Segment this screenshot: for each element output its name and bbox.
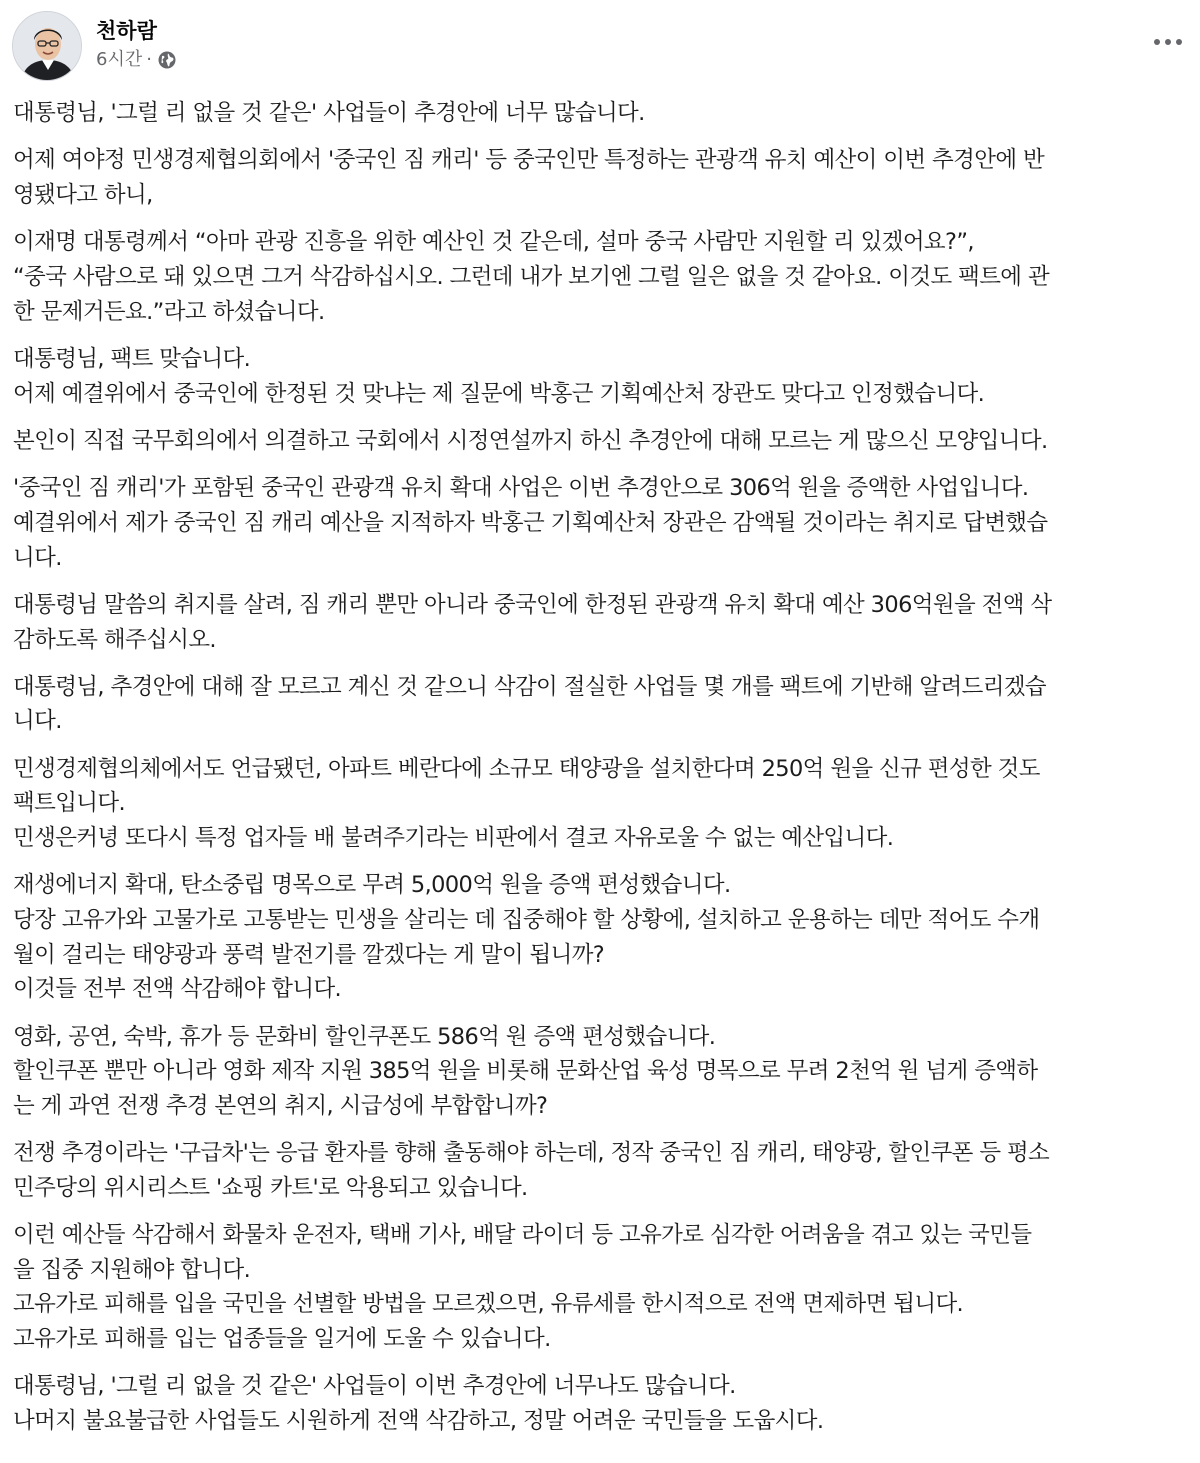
post-paragraph bbox=[13, 143, 1191, 212]
paragraph-line: 이것들 전부 전액 삭감해야 합니다. bbox=[13, 976, 342, 1003]
paragraph-line: 팩트입니다. bbox=[13, 790, 126, 817]
paragraph-line: 대통령님, 추경안에 대해 잘 모르고 계신 것 같으니 삭감이 절실한 사업들 몇 개를 팩트에 기반해 알려드리겠습 bbox=[13, 673, 1047, 700]
post-paragraph bbox=[13, 868, 1191, 1006]
paragraph-line: 대통령님, '그럴 리 없을 것 같은' 사업들이 추경안에 너무 많습니다. bbox=[13, 100, 645, 126]
paragraph-line: 이런 예산들 삭감해서 화물차 운전자, 택배 기사, 배달 라이더 등 고유가로 심각한 어려움을 겪고 있는 국민들 bbox=[13, 1222, 1032, 1249]
paragraph-line: 영됐다고 하니, bbox=[13, 181, 153, 208]
paragraph-line: “중국 사람으로 돼 있으면 그거 삭감하십시오. 그런데 내가 보기엔 그럴 일은 없을 것 같아요. 이것도 팩트에 관 bbox=[13, 263, 1050, 290]
post-paragraph bbox=[13, 588, 1191, 657]
paragraph-line: 감하도록 해주십시오. bbox=[13, 626, 216, 653]
paragraph-line: 대통령님, 팩트 맞습니다. bbox=[13, 345, 251, 372]
post-body bbox=[13, 96, 1191, 1451]
avatar-image bbox=[13, 12, 82, 81]
paragraph-line: 대통령님 말씀의 취지를 살려, 짐 캐리 뿐만 아니라 중국인에 한정된 관광객 유치 확대 예산 306억원을 전액 삭 bbox=[13, 591, 1052, 618]
paragraph-line: 고유가로 피해를 입는 업종들을 일거에 도울 수 있습니다. bbox=[13, 1325, 551, 1352]
paragraph-line: 어제 여야정 민생경제협의회에서 '중국인 짐 캐리' 등 중국인만 특정하는 관광객 유치 예산이 이번 추경안에 반 bbox=[13, 147, 1045, 174]
post-paragraph bbox=[13, 225, 1191, 329]
paragraph-line: 영화, 공연, 숙박, 휴가 등 문화비 할인쿠폰도 586억 원 증액 편성했습니다. bbox=[13, 1023, 716, 1050]
post-paragraph bbox=[13, 1136, 1191, 1205]
post-paragraph bbox=[13, 1369, 1191, 1438]
paragraph-line: 전쟁 추경이라는 '구급차'는 응급 환자를 향해 출동해야 하는데, 정작 중국인 짐 캐리, 태양광, 할인쿠폰 등 평소 bbox=[13, 1140, 1050, 1167]
post-paragraph bbox=[13, 424, 1191, 459]
paragraph-line: 본인이 직접 국무회의에서 의결하고 국회에서 시정연설까지 하신 추경안에 대해 모르는 게 많으신 모양입니다. bbox=[13, 427, 1048, 454]
paragraph-line: 민주당의 위시리스트 '쇼핑 카트'로 악용되고 있습니다. bbox=[13, 1174, 528, 1201]
paragraph-line: 나머지 불요불급한 사업들도 시원하게 전액 삭감하고, 정말 어려운 국민들을 도웁시다. bbox=[13, 1407, 824, 1434]
post-paragraph bbox=[13, 1218, 1191, 1356]
paragraph-line: 민생경제협의체에서도 언급됐던, 아파트 베란다에 소규모 태양광을 설치한다며 250억 원을 신규 편성한 것도 bbox=[13, 755, 1040, 782]
paragraph-line: 이재명 대통령께서 “아마 관광 진흥을 위한 예산인 것 같은데, 설마 중국 사람만 지원할 리 있겠어요?”, bbox=[13, 229, 974, 256]
post-paragraph bbox=[13, 96, 1191, 131]
paragraph-line: 한 문제거든요.”라고 하셨습니다. bbox=[13, 298, 325, 325]
post-header bbox=[12, 11, 1188, 83]
paragraph-line: 니다. bbox=[13, 544, 62, 571]
paragraph-line: 어제 예결위에서 중국인에 한정된 것 맞냐는 제 질문에 박홍근 기획예산처 장관도 맞다고 인정했습니다. bbox=[13, 380, 985, 407]
author-name[interactable]: 천하람 bbox=[96, 19, 157, 43]
meta-separator: · bbox=[146, 49, 152, 70]
author-avatar[interactable] bbox=[12, 11, 82, 81]
post-paragraph bbox=[13, 342, 1191, 411]
globe-icon[interactable] bbox=[157, 50, 177, 70]
more-options-button[interactable] bbox=[1148, 25, 1188, 59]
paragraph-line: 월이 걸리는 태양광과 풍력 발전기를 깔겠다는 게 말이 됩니까? bbox=[13, 941, 605, 968]
paragraph-line: 니다. bbox=[13, 708, 62, 735]
post-paragraph bbox=[13, 752, 1191, 856]
paragraph-line: 고유가로 피해를 입을 국민을 선별할 방법을 모르겠으면, 유류세를 한시적으로 전액 면제하면 됩니다. bbox=[13, 1291, 964, 1318]
post-paragraph bbox=[13, 670, 1191, 739]
more-options-icon bbox=[1153, 38, 1183, 46]
post-paragraph bbox=[13, 1020, 1191, 1124]
paragraph-line: 대통령님, '그럴 리 없을 것 같은' 사업들이 이번 추경안에 너무나도 많습니다. bbox=[13, 1373, 736, 1400]
paragraph-line: 예결위에서 제가 중국인 짐 캐리 예산을 지적하자 박홍근 기획예산처 장관은 감액될 것이라는 취지로 답변했습 bbox=[13, 509, 1048, 536]
paragraph-line: 민생은커녕 또다시 특정 업자들 배 불려주기라는 비판에서 결코 자유로울 수 없는 예산입니다. bbox=[13, 825, 894, 852]
paragraph-line: 할인쿠폰 뿐만 아니라 영화 제작 지원 385억 원을 비롯해 문화산업 육성 명목으로 무려 2천억 원 넘게 증액하 bbox=[13, 1058, 1038, 1085]
post-paragraph bbox=[13, 471, 1191, 575]
paragraph-line: 재생에너지 확대, 탄소중립 명목으로 무려 5,000억 원을 증액 편성했습니다. bbox=[13, 872, 731, 899]
post-time[interactable]: 6시간 bbox=[96, 49, 143, 70]
author-info bbox=[96, 17, 177, 71]
paragraph-line: 을 집중 지원해야 합니다. bbox=[13, 1256, 251, 1283]
paragraph-line: 는 게 과연 전쟁 추경 본연의 취지, 시급성에 부합합니까? bbox=[13, 1092, 548, 1119]
paragraph-line: '중국인 짐 캐리'가 포함된 중국인 관광객 유치 확대 사업은 이번 추경안으로 306억 원을 증액한 사업입니다. bbox=[13, 475, 1029, 502]
post-meta bbox=[96, 49, 177, 71]
paragraph-line: 당장 고유가와 고물가로 고통받는 민생을 살리는 데 집중해야 할 상황에, 설치하고 운용하는 데만 적어도 수개 bbox=[13, 907, 1040, 934]
